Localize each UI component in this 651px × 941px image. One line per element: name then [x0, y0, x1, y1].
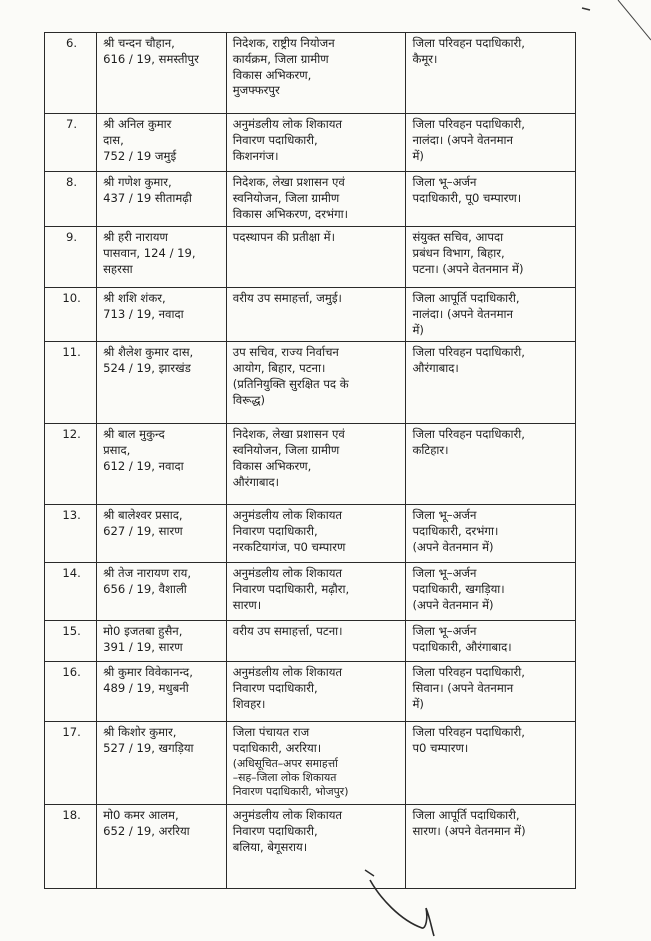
serial-number: 18.: [62, 808, 81, 823]
officer-name-cell: [97, 172, 227, 227]
current-posting: वरीय उप समाहर्त्ता, पटना।: [232, 624, 343, 639]
officer-name: श्री बाल मुकुन्द प्रसाद, 612 / 19, नवादा: [103, 427, 184, 473]
serial-number-cell: [45, 424, 97, 505]
serial-number: 16.: [62, 665, 81, 680]
officer-name-cell: [97, 505, 227, 563]
new-posting: जिला भू–अर्जन पदाधिकारी, दरभंगा। (अपने वेतनमान में): [412, 508, 499, 554]
serial-number: 12.: [62, 427, 81, 442]
current-posting-note: (अधिसूचित–अपर समाहर्त्ता –सह–जिला लोक शिकायत निवारण पदाधिकारी, भोजपुर): [232, 756, 349, 798]
posting-table-body: [45, 33, 576, 889]
officer-name-cell: [97, 288, 227, 342]
serial-number-cell: [45, 563, 97, 621]
new-posting-cell: [406, 722, 576, 805]
current-posting-cell: [226, 172, 406, 227]
new-posting: जिला परिवहन पदाधिकारी, नालंदा। (अपने वेतनमान में): [412, 117, 525, 163]
officer-name: श्री किशोर कुमार, 527 / 19, खगड़िया: [103, 725, 194, 756]
table-row: [45, 563, 576, 621]
serial-number: 7.: [66, 117, 78, 131]
current-posting-cell: [226, 342, 406, 424]
officer-name: श्री तेज नारायण राय, 656 / 19, वैशाली: [103, 566, 191, 597]
serial-number: 17.: [62, 725, 81, 740]
officer-name-cell: [97, 33, 227, 114]
new-posting-cell: [406, 33, 576, 114]
serial-number-cell: [45, 621, 97, 662]
new-posting: जिला परिवहन पदाधिकारी, कटिहार।: [412, 427, 525, 458]
officer-name-cell: [97, 227, 227, 288]
officer-name: श्री चन्दन चौहान, 616 / 19, समस्तीपुर: [103, 36, 199, 66]
table-row: [45, 114, 576, 172]
current-posting-cell: [226, 227, 406, 288]
serial-number-cell: [45, 288, 97, 342]
current-posting-cell: [226, 33, 406, 114]
officer-name-cell: [97, 662, 227, 722]
current-posting-cell: [226, 722, 406, 805]
serial-number: 11.: [62, 345, 81, 360]
current-posting: वरीय उप समाहर्त्ता, जमुई।: [232, 291, 342, 305]
serial-number: 13.: [62, 508, 81, 523]
officer-name: श्री कुमार विवेकानन्द, 489 / 19, मधुबनी: [103, 665, 193, 696]
officer-name-cell: [97, 563, 227, 621]
table-row: [45, 805, 576, 889]
new-posting-cell: [406, 288, 576, 342]
new-posting: जिला भू–अर्जन पदाधिकारी, औरंगाबाद।: [412, 624, 512, 655]
officer-name: मो0 कमर आलम, 652 / 19, अररिया: [103, 808, 190, 839]
current-posting-cell: [226, 662, 406, 722]
serial-number-cell: [45, 805, 97, 889]
table-row: [45, 33, 576, 114]
new-posting-cell: [406, 563, 576, 621]
serial-number: 10.: [62, 291, 81, 305]
current-posting: अनुमंडलीय लोक शिकायत निवारण पदाधिकारी, किशनगंज।: [232, 117, 343, 163]
new-posting: संयुक्त सचिव, आपदा प्रबंधन विभाग, बिहार, पटना। (अपने वेतनमान में): [412, 230, 524, 276]
serial-number-cell: [45, 114, 97, 172]
serial-number: 9.: [66, 230, 78, 244]
serial-number: 6.: [66, 36, 78, 50]
current-posting: जिला पंचायत राज पदाधिकारी, अररिया।: [232, 725, 322, 756]
officer-name-cell: [97, 805, 227, 889]
current-posting-cell: [226, 621, 406, 662]
officer-name: मो0 इजतबा हुसैन, 391 / 19, सारण: [103, 624, 183, 655]
officer-name: श्री हरी नारायण पासवान, 124 / 19, सहरसा: [103, 230, 196, 276]
serial-number-cell: [45, 172, 97, 227]
new-posting-cell: [406, 172, 576, 227]
new-posting-cell: [406, 662, 576, 722]
officer-name-cell: [97, 342, 227, 424]
table-row: [45, 505, 576, 563]
current-posting: अनुमंडलीय लोक शिकायत निवारण पदाधिकारी, नरकटियागंज, प0 चम्पारण: [232, 508, 346, 554]
serial-number: 15.: [62, 624, 81, 639]
current-posting: पदस्थापन की प्रतीक्षा में।: [232, 230, 336, 244]
table-row: [45, 662, 576, 722]
serial-number-cell: [45, 342, 97, 424]
officer-name-cell: [97, 621, 227, 662]
new-posting-cell: [406, 227, 576, 288]
new-posting: जिला परिवहन पदाधिकारी, कैमूर।: [412, 36, 525, 66]
current-posting: निदेशक, लेखा प्रशासन एवं स्वनियोजन, जिला ग्रामीण विकास अभिकरण, दरभंगा।: [232, 175, 349, 221]
new-posting: जिला भू–अर्जन पदाधिकारी, पू0 चम्पारण।: [412, 175, 522, 205]
officer-name-cell: [97, 722, 227, 805]
current-posting-cell: [226, 288, 406, 342]
serial-number-cell: [45, 722, 97, 805]
serial-number: 14.: [62, 566, 81, 581]
table-row: [45, 342, 576, 424]
new-posting: जिला परिवहन पदाधिकारी, औरंगाबाद।: [412, 345, 525, 376]
table-row: [45, 424, 576, 505]
current-posting-cell: [226, 563, 406, 621]
current-posting: अनुमंडलीय लोक शिकायत निवारण पदाधिकारी, बलिया, बेगूसराय।: [232, 808, 343, 854]
table-row: [45, 172, 576, 227]
table-row: [45, 288, 576, 342]
officer-name: श्री शैलेश कुमार दास, 524 / 19, झारखंड: [103, 345, 194, 376]
officer-name: श्री गणेश कुमार, 437 / 19 सीतामढ़ी: [103, 175, 192, 205]
current-posting: अनुमंडलीय लोक शिकायत निवारण पदाधिकारी, मढ़ौरा, सारण।: [232, 566, 350, 612]
current-posting: उप सचिव, राज्य निर्वाचन आयोग, बिहार, पटना। (प्रतिनियुक्ति सुरक्षित पद के विरूद्ध): [232, 345, 349, 407]
officer-name-cell: [97, 424, 227, 505]
new-posting: जिला आपूर्ति पदाधिकारी, सारण। (अपने वेतनमान में): [412, 808, 526, 839]
new-posting: जिला आपूर्ति पदाधिकारी, नालंदा। (अपने वेतनमान में): [412, 291, 520, 337]
serial-number: 8.: [66, 175, 78, 189]
new-posting: जिला परिवहन पदाधिकारी, प0 चम्पारण।: [412, 725, 525, 756]
new-posting: जिला परिवहन पदाधिकारी, सिवान। (अपने वेतनमान में): [412, 665, 525, 711]
table-row: [45, 227, 576, 288]
officer-name: श्री शशि शंकर, 713 / 19, नवादा: [103, 291, 184, 321]
officer-name-cell: [97, 114, 227, 172]
new-posting-cell: [406, 424, 576, 505]
current-posting: निदेशक, लेखा प्रशासन एवं स्वनियोजन, जिला ग्रामीण विकास अभिकरण, औरंगाबाद।: [232, 427, 345, 489]
current-posting: निदेशक, राष्ट्रीय नियोजन कार्यक्रम, जिला ग्रामीण विकास अभिकरण, मुजफ्फरपुर: [232, 36, 335, 98]
posting-table: [44, 32, 576, 889]
officer-name: श्री अनिल कुमार दास, 752 / 19 जमुई: [103, 117, 177, 163]
current-posting-cell: [226, 114, 406, 172]
new-posting-cell: [406, 505, 576, 563]
current-posting: अनुमंडलीय लोक शिकायत निवारण पदाधिकारी, शिवहर।: [232, 665, 343, 711]
serial-number-cell: [45, 662, 97, 722]
serial-number-cell: [45, 227, 97, 288]
serial-number-cell: [45, 505, 97, 563]
new-posting: जिला भू–अर्जन पदाधिकारी, खगड़िया। (अपने वेतनमान में): [412, 566, 505, 612]
current-posting-cell: [226, 424, 406, 505]
current-posting-cell: [226, 505, 406, 563]
new-posting-cell: [406, 114, 576, 172]
officer-name: श्री बालेश्वर प्रसाद, 627 / 19, सारण: [103, 508, 183, 539]
new-posting-cell: [406, 621, 576, 662]
table-row: [45, 722, 576, 805]
serial-number-cell: [45, 33, 97, 114]
new-posting-cell: [406, 342, 576, 424]
signature-scribble: [360, 858, 470, 938]
table-row: [45, 621, 576, 662]
